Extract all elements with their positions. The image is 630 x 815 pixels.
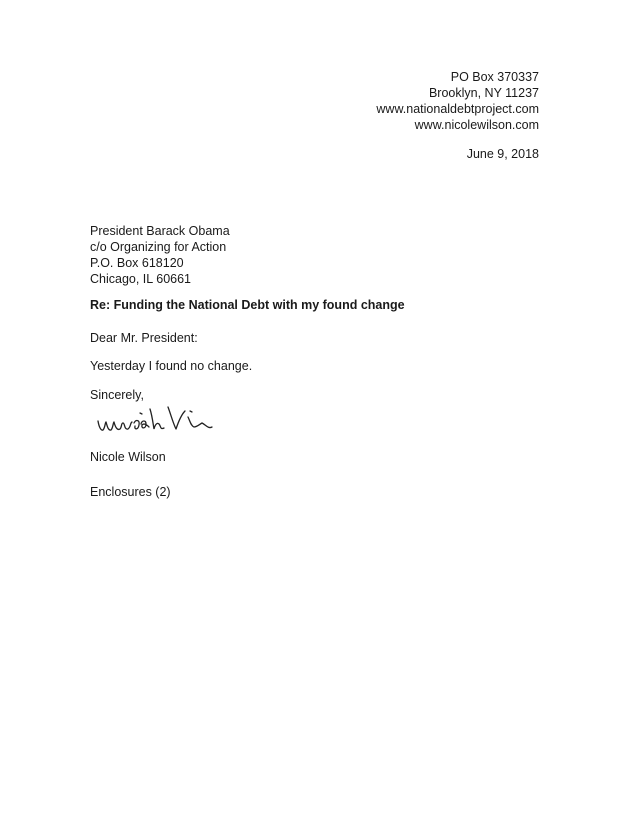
letter-date: June 9, 2018	[466, 147, 539, 161]
closing: Sincerely,	[90, 388, 144, 402]
recipient-address	[90, 223, 230, 287]
sender-website: www.nicolewilson.com	[414, 118, 539, 132]
sender-address	[376, 69, 539, 133]
salutation: Dear Mr. President:	[90, 331, 198, 345]
recipient-address-line: c/o Organizing for Action	[90, 240, 227, 254]
recipient-address-line: Chicago, IL 60661	[90, 272, 192, 286]
sender-website: www.nationaldebtproject.com	[376, 102, 539, 116]
signer-name: Nicole Wilson	[90, 450, 166, 464]
letter-body: Yesterday I found no change.	[90, 359, 253, 373]
enclosures-note: Enclosures (2)	[90, 485, 171, 499]
recipient-address-line: P.O. Box 618120	[90, 256, 184, 270]
sender-address-line: Brooklyn, NY 11237	[428, 86, 539, 100]
signature-icon	[94, 403, 234, 439]
subject-line: Re: Funding the National Debt with my found change	[90, 298, 405, 312]
recipient-address-line: President Barack Obama	[90, 224, 230, 238]
sender-address-line: PO Box 370337	[450, 70, 539, 84]
